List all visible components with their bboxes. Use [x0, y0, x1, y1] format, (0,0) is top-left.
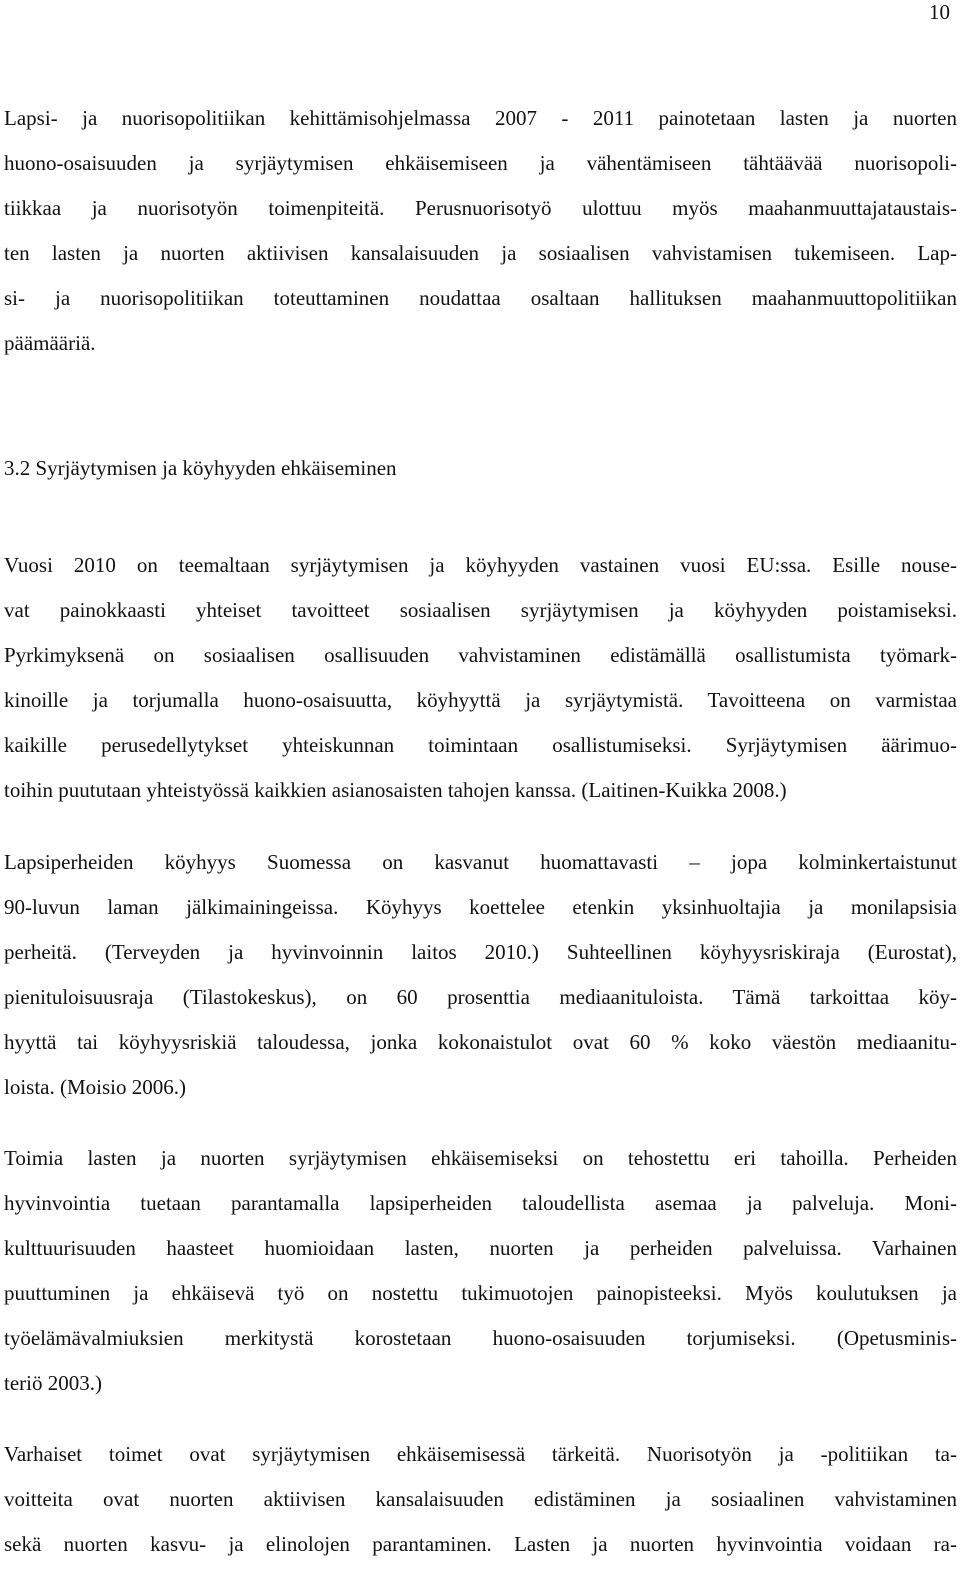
- paragraph-4: [4, 1136, 957, 1406]
- text-line: huono-osaisuuden ja syrjäytymisen ehkäisemiseen ja vähentämiseen tähtäävää nuorisopoli-: [4, 151, 957, 175]
- text-line: toihin puututaan yhteistyössä kaikkien asianosaisten tahojen kanssa. (Laitinen-Kuikka 2008.): [4, 778, 787, 802]
- text-line: ten lasten ja nuorten aktiivisen kansalaisuuden ja sosiaalisen vahvistamisen tukemiseen. Lap-: [4, 241, 957, 265]
- text-line: kinoille ja torjumalla huono-osaisuutta, köyhyyttä ja syrjäytymistä. Tavoitteena on varmistaa: [4, 688, 957, 712]
- page-number: 10: [929, 0, 950, 24]
- text-line: Pyrkimyksenä on sosiaalisen osallisuuden vahvistaminen edistämällä osallistumista työmark-: [4, 643, 957, 667]
- paragraph-1: [4, 96, 957, 366]
- text-line: työelämävalmiuksien merkitystä korostetaan huono-osaisuuden torjumiseksi. (Opetusminis-: [4, 1326, 957, 1350]
- text-line: si- ja nuorisopolitiikan toteuttaminen noudattaa osaltaan hallituksen maahanmuuttopolitiikan: [4, 286, 957, 310]
- text-line: teriö 2003.): [4, 1371, 102, 1395]
- text-line: Toimia lasten ja nuorten syrjäytymisen ehkäisemiseksi on tehostettu eri tahoilla. Perheiden: [4, 1146, 957, 1170]
- text-line: tiikkaa ja nuorisotyön toimenpiteitä. Perusnuorisotyö ulottuu myös maahanmuuttajataustais-: [4, 196, 957, 220]
- text-line: Lapsiperheiden köyhyys Suomessa on kasvanut huomattavasti – jopa kolminkertaistunut: [4, 850, 957, 874]
- text-line: Lapsi- ja nuorisopolitiikan kehittämisohjelmassa 2007 - 2011 painotetaan lasten ja nuorten: [4, 106, 957, 130]
- paragraph-2: [4, 543, 957, 813]
- text-line: kulttuurisuuden haasteet huomioidaan lasten, nuorten ja perheiden palveluissa. Varhainen: [4, 1236, 957, 1260]
- text-line: vat painokkaasti yhteiset tavoitteet sosiaalisen syrjäytymisen ja köyhyyden poistamiseksi.: [4, 598, 957, 622]
- text-line: päämääriä.: [4, 331, 96, 355]
- text-line: voitteita ovat nuorten aktiivisen kansalaisuuden edistäminen ja sosiaalinen vahvistaminen: [4, 1487, 957, 1511]
- text-line: 90-luvun laman jälkimainingeissa. Köyhyys koettelee etenkin yksinhuoltajia ja monilapsisia: [4, 895, 957, 919]
- section-heading: 3.2 Syrjäytymisen ja köyhyyden ehkäiseminen: [4, 456, 397, 480]
- paragraph-5: [4, 1432, 957, 1567]
- text-line: hyvinvointia tuetaan parantamalla lapsiperheiden taloudellista asemaa ja palveluja. Moni-: [4, 1191, 957, 1215]
- text-line: sekä nuorten kasvu- ja elinolojen parantaminen. Lasten ja nuorten hyvinvointia voidaan ra-: [4, 1532, 957, 1556]
- text-line: Varhaiset toimet ovat syrjäytymisen ehkäisemisessä tärkeitä. Nuorisotyön ja -politiikan ta-: [4, 1442, 957, 1466]
- paragraph-3: [4, 840, 957, 1110]
- text-line: pienituloisuusraja (Tilastokeskus), on 60 prosenttia mediaanituloista. Tämä tarkoittaa köy-: [4, 985, 957, 1009]
- text-line: perheitä. (Terveyden ja hyvinvoinnin laitos 2010.) Suhteellinen köyhyysriskiraja (Eurostat),: [4, 940, 957, 964]
- text-line: Vuosi 2010 on teemaltaan syrjäytymisen ja köyhyyden vastainen vuosi EU:ssa. Esille nouse-: [4, 553, 957, 577]
- text-line: kaikille perusedellytykset yhteiskunnan toimintaan osallistumiseksi. Syrjäytymisen äärimuo-: [4, 733, 957, 757]
- text-line: loista. (Moisio 2006.): [4, 1075, 186, 1099]
- text-line: hyyttä tai köyhyysriskiä taloudessa, jonka kokonaistulot ovat 60 % koko väestön mediaanitu-: [4, 1030, 957, 1054]
- text-line: puuttuminen ja ehkäisevä työ on nostettu tukimuotojen painopisteeksi. Myös koulutuksen ja: [4, 1281, 957, 1305]
